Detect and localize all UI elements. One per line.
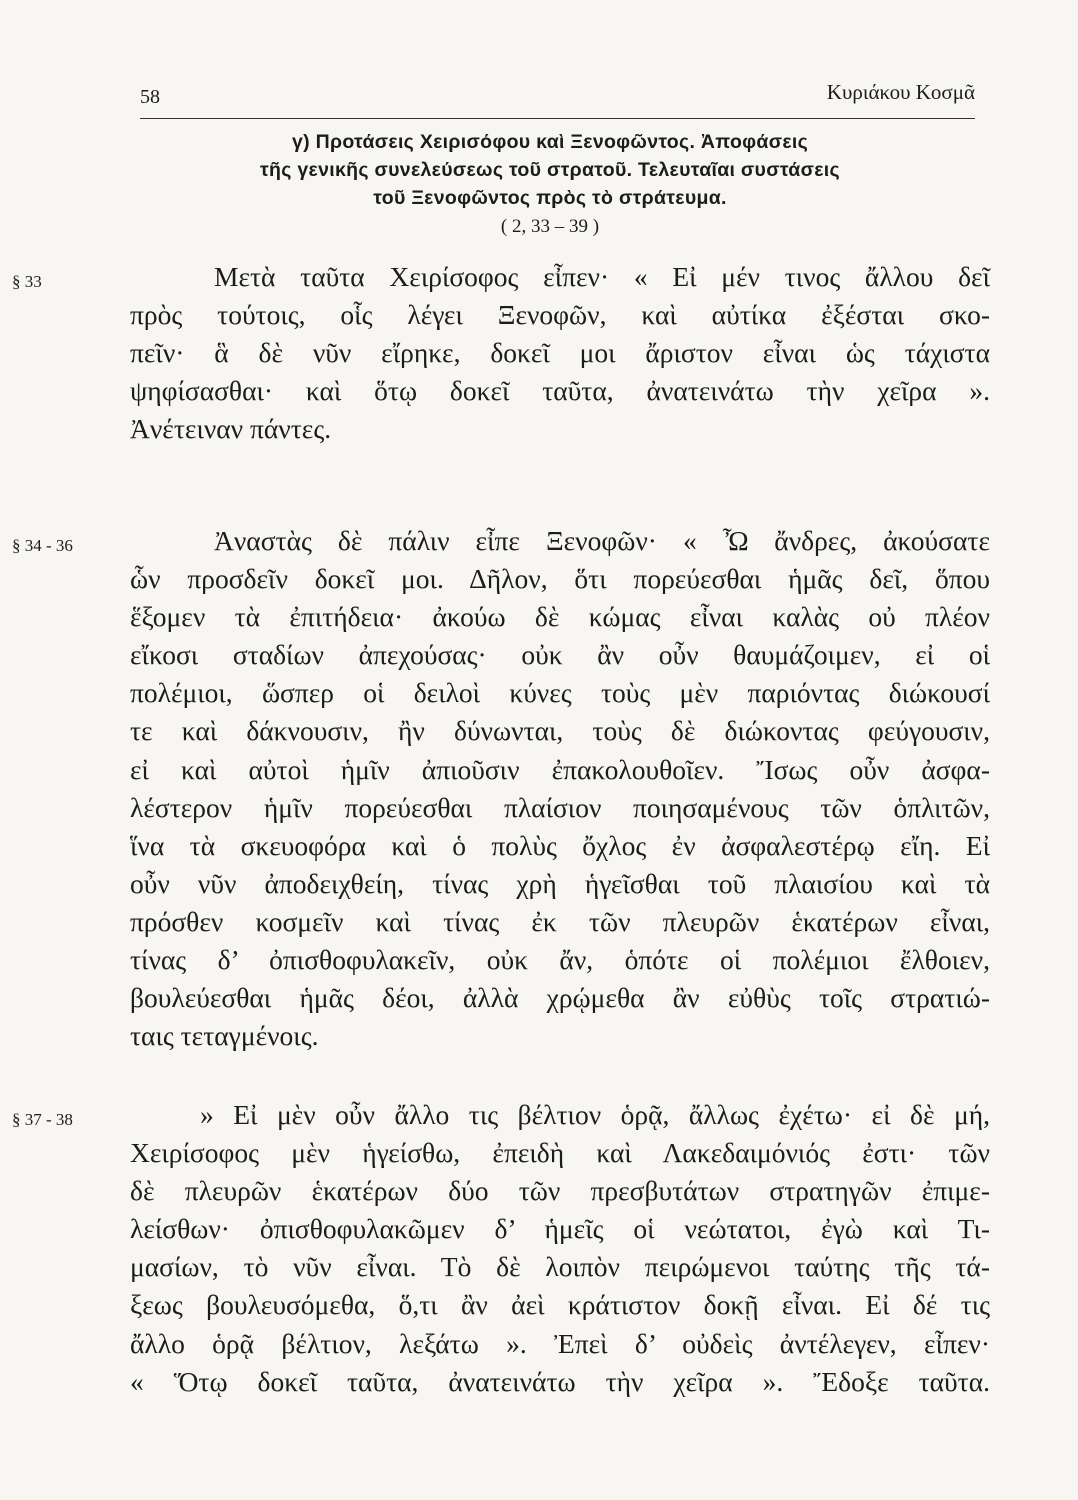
text-line: ὧν προσδεῖν δοκεῖ μοι. Δῆλον, ὅτι πορεύεσθαι ἡμᾶς δεῖ, ὅπου xyxy=(130,563,990,595)
paragraph-marker: § 33 xyxy=(12,272,42,291)
paragraph-37-38 xyxy=(12,1096,990,1401)
paragraph-text xyxy=(130,258,990,448)
text-line: λέστερον ἡμῖν πορεύεσθαι πλαίσιον ποιησαμένους τῶν ὁπλιτῶν, xyxy=(130,791,990,823)
text-line: Ἀνέτειναν πάντες. xyxy=(130,413,332,445)
text-line: τε καὶ δάκνουσιν, ἢν δύνωνται, τοὺς δὲ διώκοντας φεύγουσιν, xyxy=(130,715,990,747)
text-line: λείσθων· ὀπισθοφυλακῶμεν δ’ ἡμεῖς οἱ νεώτατοι, ἐγὼ καὶ Τι- xyxy=(130,1213,990,1245)
page-header xyxy=(140,78,975,119)
text-line: ξεως βουλευσόμεθα, ὅ,τι ἂν ἀεὶ κράτιστον δοκῇ εἶναι. Εἰ δέ τις xyxy=(130,1289,990,1321)
paragraph-33 xyxy=(12,258,990,448)
text-line: ἕξομεν τὰ ἐπιτήδεια· ἀκούω δὲ κώμας εἶναι καλὰς οὐ πλέον xyxy=(130,601,990,633)
paragraph-text xyxy=(130,522,990,1055)
text-line: πρόσθεν κοσμεῖν καὶ τίνας ἐκ τῶν πλευρῶν ἑκατέρων εἶναι, xyxy=(130,905,990,937)
text-line: ταις τεταγμένοις. xyxy=(130,1020,319,1052)
text-line: « Ὅτῳ δοκεῖ ταῦτα, ἀνατεινάτω τὴν χεῖρα ». Ἔδοξε ταῦτα. xyxy=(130,1365,990,1397)
paragraph-34-36 xyxy=(12,522,990,1055)
page-number: 58 xyxy=(140,86,160,108)
heading-line: τοῦ Ξενοφῶντος πρὸς τὸ στράτευμα. xyxy=(373,187,727,209)
text-line: ψηφίσασθαι· καὶ ὅτῳ δοκεῖ ταῦτα, ἀνατεινάτω τὴν χεῖρα ». xyxy=(130,375,990,407)
paragraph-text xyxy=(130,1096,990,1401)
text-line: δὲ πλευρῶν ἑκατέρων δύο τῶν πρεσβυτάτων στρατηγῶν ἐπιμε- xyxy=(130,1175,990,1207)
text-line: εἴκοσι σταδίων ἀπεχούσας· οὐκ ἂν οὖν θαυμάζοιμεν, εἰ οἱ xyxy=(130,639,990,671)
text-line: Χειρίσοφος μὲν ἡγείσθω, ἐπειδὴ καὶ Λακεδαιμόνιός ἐστι· τῶν xyxy=(130,1137,990,1169)
text-line: ἵνα τὰ σκευοφόρα καὶ ὁ πολὺς ὄχλος ἐν ἀσφαλεστέρῳ εἴη. Εἰ xyxy=(130,829,990,861)
text-line: Ἀναστὰς δὲ πάλιν εἶπε Ξενοφῶν· « Ὦ ἄνδρες, ἀκούσατε xyxy=(214,525,990,556)
text-line: τίνας δ’ ὀπισθοφυλακεῖν, οὐκ ἄν, ὁπότε οἱ πολέμιοι ἔλθοιεν, xyxy=(130,944,990,976)
heading-line: τῆς γενικῆς συνελεύσεως τοῦ στρατοῦ. Τελευταῖαι συστάσεις xyxy=(260,159,840,181)
paragraph-marker: § 37 - 38 xyxy=(12,1110,73,1129)
text-line: ἄλλο ὁρᾷ βέλτιον, λεξάτω ». Ἐπεὶ δ’ οὐδεὶς ἀντέλεγεν, εἶπεν· xyxy=(130,1327,990,1359)
running-head: Κυριάκου Κοσμᾶ xyxy=(826,80,975,104)
text-line: πολέμιοι, ὥσπερ οἱ δειλοὶ κύνες τοὺς μὲν παριόντας διώκουσί xyxy=(130,677,990,709)
text-line: βουλεύεσθαι ἡμᾶς δέοι, ἀλλὰ χρῴμεθα ἂν εὐθὺς τοῖς στρατιώ- xyxy=(130,982,990,1014)
text-line: οὖν νῦν ἀποδειχθείη, τίνας χρὴ ἡγεῖσθαι τοῦ πλαισίου καὶ τὰ xyxy=(130,867,990,899)
heading-line: γ) Προτάσεις Χειρισόφου καὶ Ξενοφῶντος. Ἀποφάσεις xyxy=(291,131,809,153)
text-line: » Εἰ μὲν οὖν ἄλλο τις βέλτιον ὁρᾷ, ἄλλως ἐχέτω· εἰ δὲ μή, xyxy=(200,1099,990,1130)
passage-reference: ( 2, 33 – 39 ) xyxy=(500,216,600,237)
paragraph-marker: § 34 - 36 xyxy=(12,536,73,555)
section-heading xyxy=(150,128,950,212)
text-line: Μετὰ ταῦτα Χειρίσοφος εἶπεν· « Εἰ μέν τινος ἄλλου δεῖ xyxy=(214,261,990,292)
text-line: πρὸς τούτοις, οἷς λέγει Ξενοφῶν, καὶ αὐτίκα ἐξέσται σκο- xyxy=(130,299,990,331)
text-line: μασίων, τὸ νῦν εἶναι. Τὸ δὲ λοιπὸν πειρώμενοι ταύτης τῆς τά- xyxy=(130,1251,990,1283)
text-line: πεῖν· ἃ δὲ νῦν εἴρηκε, δοκεῖ μοι ἄριστον εἶναι ὡς τάχιστα xyxy=(130,337,990,369)
text-line: εἰ καὶ αὐτοὶ ἡμῖν ἀπιοῦσιν ἐπακολουθοῖεν. Ἴσως οὖν ἀσφα- xyxy=(130,753,990,785)
